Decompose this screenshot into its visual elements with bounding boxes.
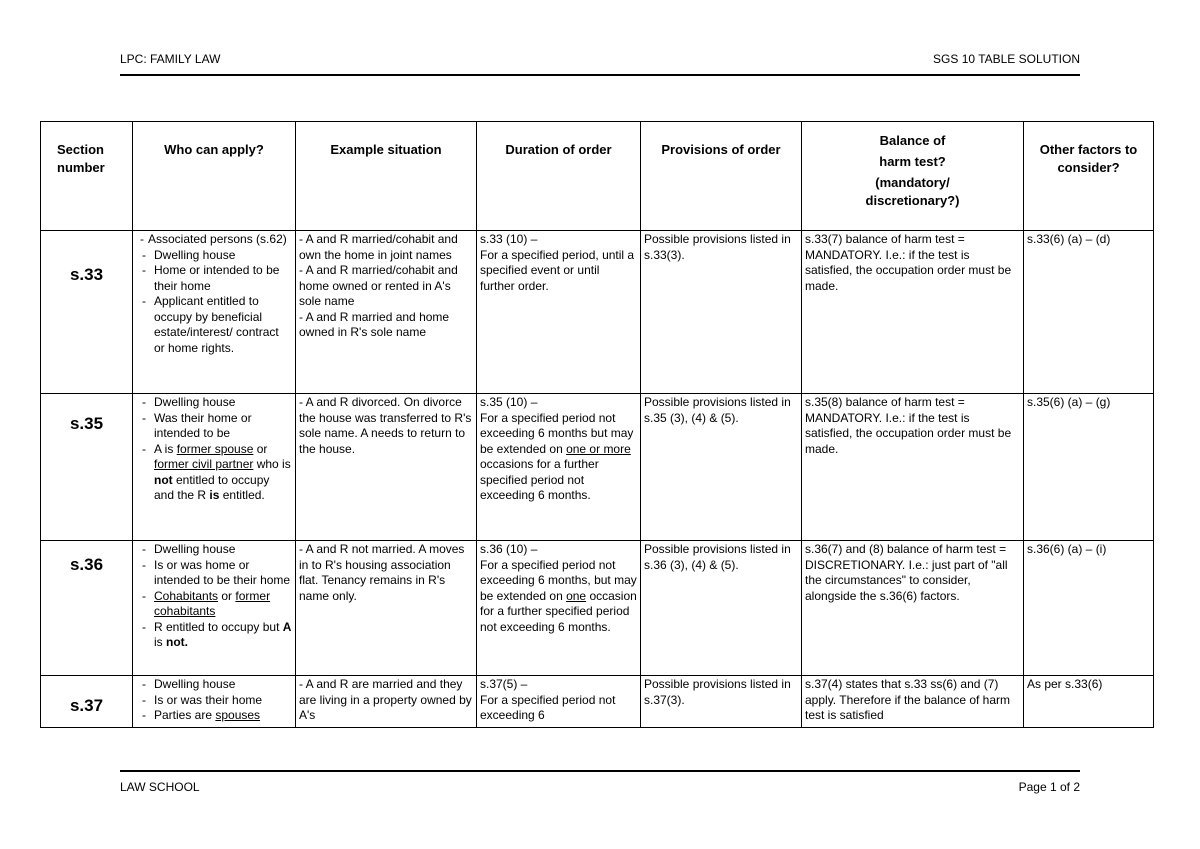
header-other-factors: Other factors to consider? (1024, 122, 1154, 231)
list-item: - Dwelling house (136, 677, 292, 693)
footer-rule (120, 770, 1080, 772)
header-right-text: SGS 10 TABLE SOLUTION (933, 52, 1080, 66)
other-factors-cell: As per s.33(6) (1024, 676, 1154, 728)
list-item: - Applicant entitled to occupy by beneficial estate/interest/ contract or home rights. (136, 294, 292, 356)
provisions-cell: Possible provisions listed in s.37(3). (641, 676, 802, 728)
footer-left-text: LAW SCHOOL (120, 780, 200, 794)
table-row (41, 541, 1154, 676)
occupation-orders-table (40, 121, 1154, 728)
list-item: - Dwelling house (136, 395, 292, 411)
other-factors-cell: s.35(6) (a) – (g) (1024, 394, 1154, 541)
header-left-text: LPC: FAMILY LAW (120, 52, 221, 66)
header-duration: Duration of order (477, 122, 641, 231)
balance-of-harm-cell: s.37(4) states that s.33 ss(6) and (7) apply. Therefore if the balance of harm test is satisfied (802, 676, 1024, 728)
page-number: Page 1 of 2 (1018, 780, 1080, 794)
header-example-situation: Example situation (296, 122, 477, 231)
balance-of-harm-cell: s.33(7) balance of harm test = MANDATORY. I.e.: if the test is satisfied, the occupation order must be made. (802, 231, 1024, 394)
list-item: - Parties are spouses (136, 708, 292, 724)
provisions-cell: Possible provisions listed in s.33(3). (641, 231, 802, 394)
table-header-row (41, 122, 1154, 231)
duration-cell: s.33 (10) – For a specified period, until a specified event or until further order. (477, 231, 641, 394)
table-row (41, 231, 1154, 394)
header-who-can-apply: Who can apply? (133, 122, 296, 231)
list-item: - R entitled to occupy but A is not. (136, 620, 292, 651)
balance-of-harm-cell: s.36(7) and (8) balance of harm test = DISCRETIONARY. I.e.: just part of "all the circumstances" to consider, alongside the s.36(6) factors. (802, 541, 1024, 676)
who-can-apply-cell (133, 231, 296, 394)
list-item: - A is former spouse or former civil partner who is not entitled to occupy and the R is entitled. (136, 442, 292, 504)
provisions-cell: Possible provisions listed in s.36 (3), (4) & (5). (641, 541, 802, 676)
section-number-cell: s.33 (41, 231, 133, 394)
list-item: - Is or was home or intended to be their home (136, 558, 292, 589)
list-item: - Is or was their home (136, 693, 292, 709)
header-section-number: Section number (41, 122, 133, 231)
section-number-cell: s.35 (41, 394, 133, 541)
list-item: - Cohabitants or former cohabitants (136, 589, 292, 620)
example-situation-cell: - A and R married/cohabit and own the home in joint names - A and R married/cohabit and home owned or rented in A's sole name - A and R married and home owned in R's sole name (296, 231, 477, 394)
list-item: - Home or intended to be their home (136, 263, 292, 294)
provisions-cell: Possible provisions listed in s.35 (3), (4) & (5). (641, 394, 802, 541)
list-item: - Associated persons (s.62) (136, 232, 292, 248)
who-can-apply-cell (133, 541, 296, 676)
list-item: - Dwelling house (136, 248, 292, 264)
duration-cell: s.35 (10) – For a specified period not exceeding 6 months but may be extended on one or more occasions for a further specified period not exceeding 6 months. (477, 394, 641, 541)
page-header (120, 52, 1080, 74)
example-situation-cell: - A and R are married and they are living in a property owned by A's (296, 676, 477, 728)
duration-cell: s.36 (10) – For a specified period not exceeding 6 months, but may be extended on one occasion for a further specified period not exceeding 6 months. (477, 541, 641, 676)
other-factors-cell: s.36(6) (a) – (i) (1024, 541, 1154, 676)
other-factors-cell: s.33(6) (a) – (d) (1024, 231, 1154, 394)
section-number-cell: s.36 (41, 541, 133, 676)
who-can-apply-cell (133, 394, 296, 541)
list-item: - Was their home or intended to be (136, 411, 292, 442)
who-can-apply-cell (133, 676, 296, 728)
example-situation-cell: - A and R not married. A moves in to R's housing association flat. Tenancy remains in R's name only. (296, 541, 477, 676)
header-rule (120, 74, 1080, 76)
table-row (41, 394, 1154, 541)
balance-of-harm-cell: s.35(8) balance of harm test = MANDATORY. I.e.: if the test is satisfied, the occupation order must be made. (802, 394, 1024, 541)
example-situation-cell: - A and R divorced. On divorce the house was transferred to R's sole name. A needs to return to the house. (296, 394, 477, 541)
list-item: - Dwelling house (136, 542, 292, 558)
section-number-cell: s.37 (41, 676, 133, 728)
header-provisions: Provisions of order (641, 122, 802, 231)
duration-cell: s.37(5) – For a specified period not exceeding 6 (477, 676, 641, 728)
table-row (41, 676, 1154, 728)
header-balance-of-harm: Balance of harm test? (mandatory/ discretionary?) (802, 122, 1024, 231)
